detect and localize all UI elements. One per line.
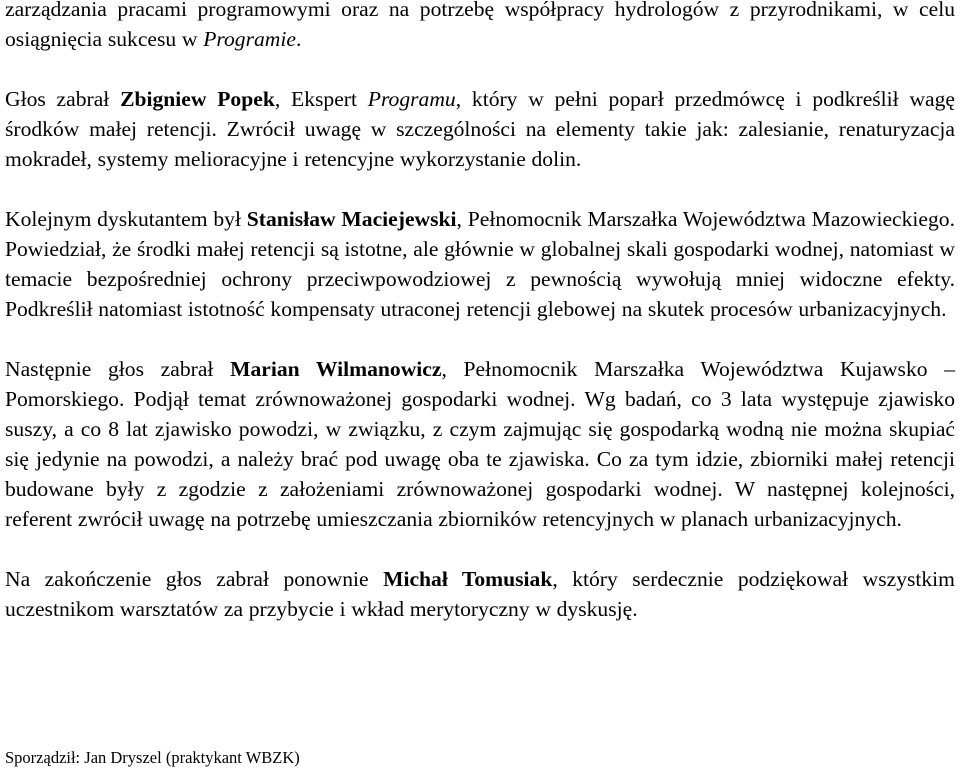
paragraph-text: , Pełnomocnik Marszałka Województwa Mazowieckiego. Powiedział, że środki małej retencji są istotne, ale głównie w globalnej skali gospodarki wodnej, natomiast w temacie bezpośredniej ochrony przeciwpowodziowej z pewnością wywołują mniej widoczne efekty. Podkreślił natomiast istotność kompensaty utraconej retencji glebowej na skutek procesów urbanizacyjnych. bbox=[5, 207, 955, 321]
speaker-name: Marian Wilmanowicz bbox=[230, 357, 442, 381]
paragraph-text: , który w pełni poparł przedmówcę i podkreślił wagę środków małej retencji. Zwrócił uwagę w szczególności na elementy takie jak: zalesianie, renaturyzacja mokradeł, systemy melioracyjne i retencyjne wykorzystanie dolin. bbox=[5, 87, 956, 171]
program-term: Programu bbox=[367, 87, 456, 111]
paragraph-intro-continuation bbox=[5, 0, 955, 54]
document-body bbox=[5, 0, 955, 624]
author-footer: Sporządził: Jan Dryszel (praktykant WBZK) bbox=[5, 748, 300, 767]
paragraph-text: . bbox=[295, 27, 302, 51]
paragraph-text: , który serdecznie podziękował wszystkim uczestnikom warsztatów za przybycie i wkład merytoryczny w dyskusję. bbox=[5, 567, 955, 621]
speaker-name: Stanisław Maciejewski bbox=[246, 207, 457, 231]
paragraph-text: Następnie głos zabrał bbox=[5, 357, 231, 381]
paragraph-text: Kolejnym dyskutantem był bbox=[5, 207, 247, 231]
paragraph-text: Głos zabrał bbox=[5, 87, 121, 111]
speaker-name: Zbigniew Popek bbox=[120, 87, 275, 111]
paragraph-tomusiak bbox=[5, 564, 955, 624]
paragraph-text: , Pełnomocnik Marszałka Województwa Kujawsko – Pomorskiego. Podjął temat zrównoważonej gospodarki wodnej. Wg badań, co 3 lata występuje zjawisko suszy, a co 8 lat zjawisko powodzi, w związku, z czym zajmując się gospodarką wodną nie można skupiać się jedynie na powodzi, a należy brać pod uwagę oba te zjawiska. Co za tym idzie, zbiorniki małej retencji budowane były z zgodzie z założeniami zrównoważonej gospodarki wodnej. W następnej kolejności, referent zwrócił uwagę na potrzebę umieszczania zbiorników retencyjnych w planach urbanizacyjnych. bbox=[5, 357, 956, 531]
paragraph-text: zarządzania pracami programowymi oraz na potrzebę współpracy hydrologów z przyrodnikami, w celu osiągnięcia sukcesu w bbox=[5, 0, 955, 51]
paragraph-text: , Ekspert bbox=[274, 87, 368, 111]
paragraph-wilmanowicz bbox=[5, 354, 955, 534]
paragraph-popek bbox=[5, 84, 955, 174]
program-term: Programie bbox=[203, 27, 296, 51]
paragraph-maciejewski bbox=[5, 204, 955, 324]
paragraph-text: Na zakończenie głos zabrał ponownie bbox=[5, 567, 384, 591]
speaker-name: Michał Tomusiak bbox=[383, 567, 553, 591]
